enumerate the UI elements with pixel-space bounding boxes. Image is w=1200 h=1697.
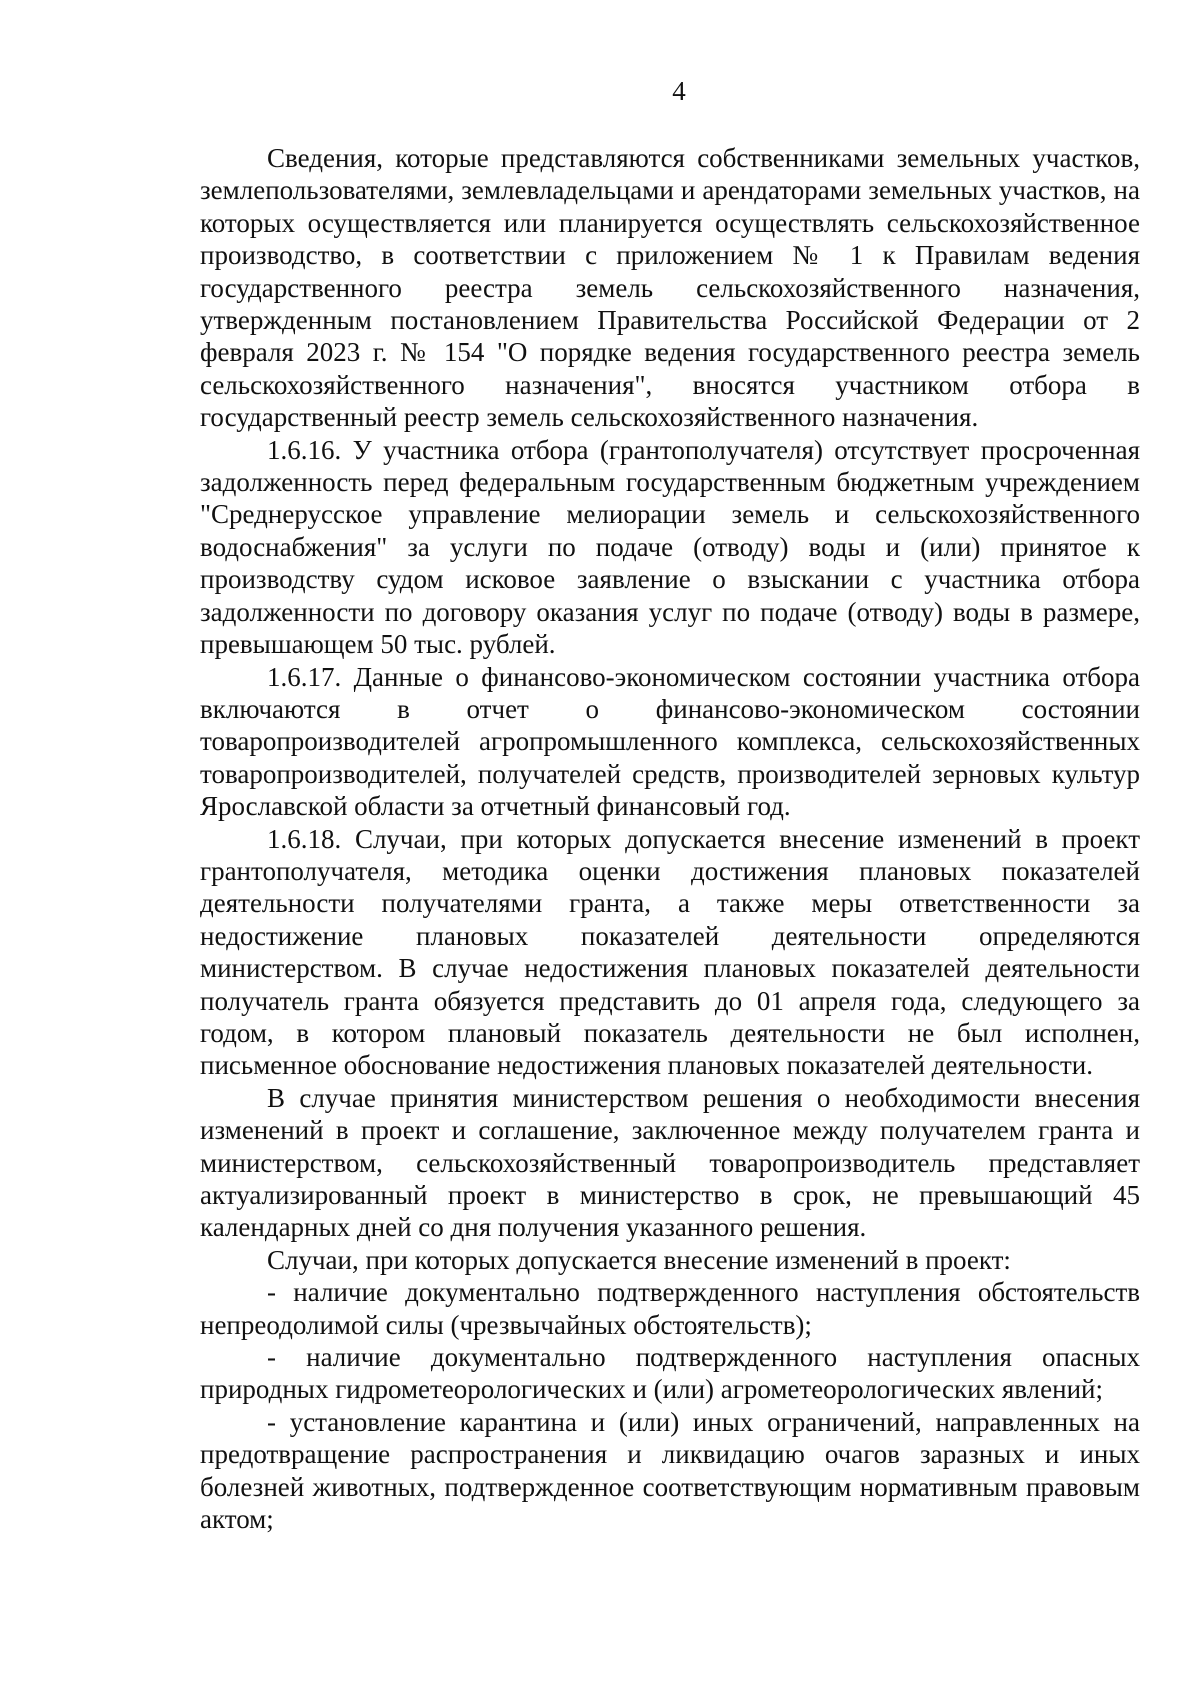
document-body xyxy=(200,142,1140,1535)
paragraph-1-6-16: 1.6.16. У участника отбора (грантополучателя) отсутствует просроченная задолженность перед федеральным государственным бюджетным учреждением "Среднерусское управление мелиорации земель и сельскохозяйственного водоснабжения" за услуги по подаче (отводу) воды и (или) принятое к производству судом исковое заявление о взыскании с участника отбора задолженности по договору оказания услуг по подаче (отводу) воды в размере, превышающем 50 тыс. рублей. xyxy=(200,434,1140,660)
page-number: 4 xyxy=(672,76,686,106)
paragraph-1-6-17: 1.6.17. Данные о финансово-экономическом состоянии участника отбора включаются в отчет о финансово-экономическом состоянии товаропроизводителей агропромышленного комплекса, сельскохозяйственных товаропроизводителей, получателей средств, производителей зерновых культур Ярославской области за отчетный финансовый год. xyxy=(200,661,1140,822)
paragraph-change-cases-intro: Случаи, при которых допускается внесение изменений в проект: xyxy=(267,1244,1011,1275)
paragraph-project-changes-decision: В случае принятия министерством решения о необходимости внесения изменений в проект и соглашение, заключенное между получателем гранта и министерством, сельскохозяйственный товаропроизводитель представляет актуализированный проект в министерство в срок, не превышающий 45 календарных дней со дня получения указанного решения. xyxy=(200,1082,1140,1243)
paragraph-register-info: Сведения, которые представляются собственниками земельных участков, землепользователями, землевладельцами и арендаторами земельных участков, на которых осуществляется или планируется осуществлять сельскохозяйственное производство, в соответствии с приложением № 1 к Правилам ведения государственного реестра земель сельскохозяйственного назначения, утвержденным постановлением Правительства Российской Федерации от 2 февраля 2023 г. № 154 "О порядке ведения государственного реестра земель сельскохозяйственного назначения", вносятся участником отбора в государственный реестр земель сельскохозяйственного назначения. xyxy=(200,143,1140,433)
list-item-force-majeure: - наличие документально подтвержденного наступления обстоятельств непреодолимой силы (чрезвычайных обстоятельств); xyxy=(200,1277,1140,1340)
list-item-quarantine: - установление карантина и (или) иных ограничений, направленных на предотвращение распространения и ликвидацию очагов заразных и иных болезней животных, подтвержденное соответствующим нормативным правовым актом; xyxy=(200,1406,1140,1535)
list-item-hazardous-phenomena: - наличие документально подтвержденного наступления опасных природных гидрометеорологических и (или) агрометеорологических явлений; xyxy=(200,1342,1140,1405)
paragraph-1-6-18: 1.6.18. Случаи, при которых допускается внесение изменений в проект грантополучателя, методика оценки достижения плановых показателей деятельности получателями гранта, а также меры ответственности за недостижение плановых показателей деятельности определяются министерством. В случае недостижения плановых показателей деятельности получатель гранта обязуется представить до 01 апреля года, следующего за годом, в котором плановый показатель деятельности не был исполнен, письменное обоснование недостижения плановых показателей деятельности. xyxy=(200,823,1140,1081)
